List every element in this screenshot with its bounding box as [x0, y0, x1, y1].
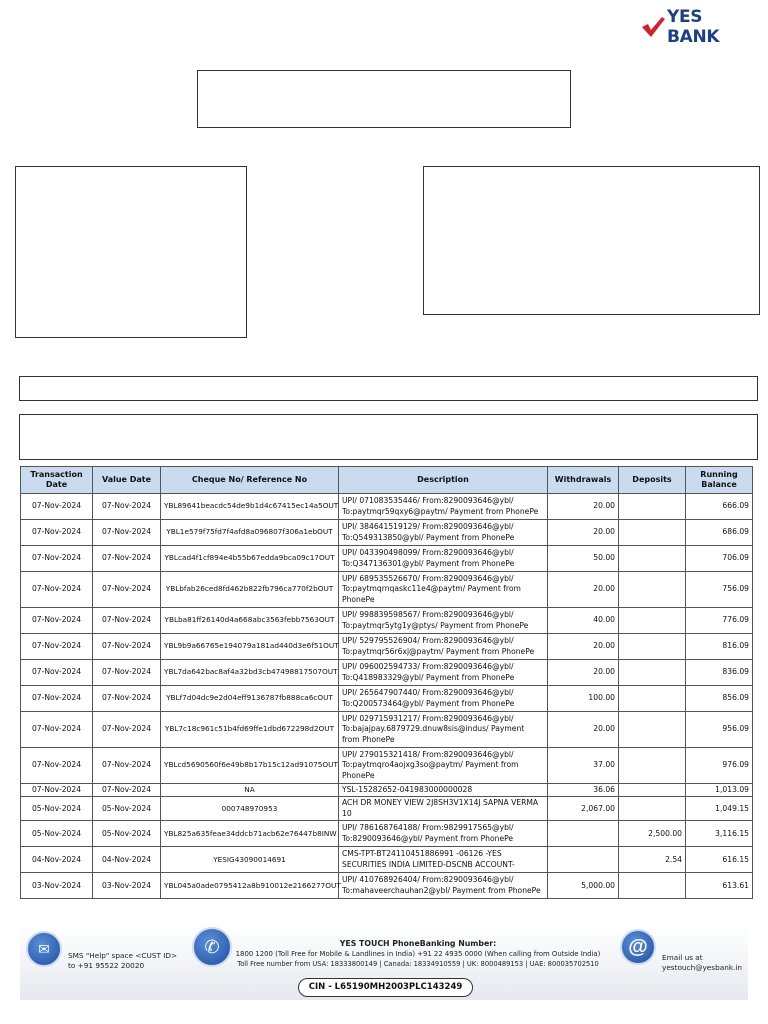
cell-description: ACH DR MONEY VIEW 2J8SH3V1X14J SAPNA VERMA 10 — [339, 797, 548, 821]
cell-value-date: 04-Nov-2024 — [93, 847, 161, 873]
col-header-value-date: Value Date — [93, 467, 161, 494]
table-row — [21, 546, 753, 572]
summary-box — [19, 414, 758, 460]
customer-details-box — [15, 166, 247, 338]
cell-description: UPI/ 786168764188/ From:9829917565@ybl/ To:8290093646@ybl/ Payment from PhonePe — [339, 821, 548, 847]
cell-transaction-date: 07-Nov-2024 — [21, 546, 93, 572]
table-row — [21, 494, 753, 520]
cell-balance: 776.09 — [686, 608, 753, 634]
phonebanking-line2: Toll Free number from USA: 18333800149 | Canada: 18334910559 | UK: 8000489153 | UAE: 800035702510 — [237, 960, 599, 968]
cell-description: UPI/ 998839598567/ From:8290093646@ybl/ To:paytmqr5ytg1y@ptys/ Payment from PhonePe — [339, 608, 548, 634]
cell-transaction-date: 03-Nov-2024 — [21, 873, 93, 899]
cell-deposit — [619, 608, 686, 634]
cell-withdrawal: 20.00 — [548, 712, 619, 748]
phone-icon: ✆ — [192, 927, 232, 967]
cell-deposit: 2,500.00 — [619, 821, 686, 847]
transactions-table — [20, 466, 753, 899]
cell-value-date: 07-Nov-2024 — [93, 494, 161, 520]
cell-description: UPI/ 029715931217/ From:8290093646@ybl/ To:bajajpay.6879729.dnuw8sis@indus/ Payment from PhonePe — [339, 712, 548, 748]
cell-balance: 616.15 — [686, 847, 753, 873]
cell-value-date: 07-Nov-2024 — [93, 660, 161, 686]
cell-deposit — [619, 572, 686, 608]
cell-balance: 613.61 — [686, 873, 753, 899]
cell-reference: YBL1e579f75fd7f4afd8a096807f306a1ebOUT — [161, 520, 339, 546]
cell-value-date: 05-Nov-2024 — [93, 821, 161, 847]
cell-reference: 000748970953 — [161, 797, 339, 821]
cell-withdrawal: 100.00 — [548, 686, 619, 712]
cell-description: CMS-TPT-BT24110451886991 -06126 -YES SECURITIES INDIA LIMITED-DSCNB ACCOUNT- — [339, 847, 548, 873]
cell-value-date: 07-Nov-2024 — [93, 520, 161, 546]
email-info — [662, 953, 742, 973]
cell-description: UPI/ 096002594733/ From:8290093646@ybl/ To:Q418983329@ybl/ Payment from PhonePe — [339, 660, 548, 686]
statement-period-strip — [19, 376, 758, 401]
cell-balance: 816.09 — [686, 634, 753, 660]
cell-balance: 666.09 — [686, 494, 753, 520]
cell-transaction-date: 07-Nov-2024 — [21, 494, 93, 520]
table-row — [21, 797, 753, 821]
statement-title-box — [197, 70, 571, 128]
col-header-transaction-date: Transaction Date — [21, 467, 93, 494]
cell-reference: YBL7c18c961c51b4fd69ffe1dbd672298d2OUT — [161, 712, 339, 748]
cell-withdrawal: 20.00 — [548, 494, 619, 520]
col-header-reference: Cheque No/ Reference No — [161, 467, 339, 494]
table-row — [21, 572, 753, 608]
cell-transaction-date: 07-Nov-2024 — [21, 748, 93, 784]
table-row — [21, 821, 753, 847]
cell-transaction-date: 07-Nov-2024 — [21, 660, 93, 686]
checkmark-icon — [640, 15, 666, 39]
cell-value-date: 07-Nov-2024 — [93, 748, 161, 784]
cell-value-date: 07-Nov-2024 — [93, 634, 161, 660]
cell-withdrawal: 36.06 — [548, 784, 619, 797]
cell-reference: YBLbfab26ced8fd462b822fb796ca770f2bOUT — [161, 572, 339, 608]
cell-deposit — [619, 660, 686, 686]
table-row — [21, 847, 753, 873]
cell-transaction-date: 07-Nov-2024 — [21, 686, 93, 712]
table-row — [21, 784, 753, 797]
cell-balance: 686.09 — [686, 520, 753, 546]
col-header-withdrawals: Withdrawals — [548, 467, 619, 494]
account-details-box — [423, 166, 760, 315]
table-row — [21, 634, 753, 660]
cell-reference: YESIG43090014691 — [161, 847, 339, 873]
cell-description: UPI/ 043390498099/ From:8290093646@ybl/ To:Q347136301@ybl/ Payment from PhonePe — [339, 546, 548, 572]
table-header-row — [21, 467, 753, 494]
cell-reference: YBL045a0ade0795412a8b910012e2166277OUT — [161, 873, 339, 899]
cell-withdrawal: 20.00 — [548, 520, 619, 546]
email-address[interactable]: yestouch@yesbank.in — [662, 963, 743, 972]
cell-description: UPI/ 529795526904/ From:8290093646@ybl/ To:paytmqr56r6xj@paytm/ Payment from PhonePe — [339, 634, 548, 660]
cell-withdrawal: 40.00 — [548, 608, 619, 634]
yes-bank-logo — [640, 7, 760, 47]
table-row — [21, 608, 753, 634]
cell-deposit — [619, 797, 686, 821]
cell-reference: YBLf7d04dc9e2d04eff9136787fb888ca6cOUT — [161, 686, 339, 712]
cell-deposit — [619, 634, 686, 660]
cell-withdrawal: 20.00 — [548, 572, 619, 608]
phonebanking-title: YES TOUCH PhoneBanking Number: — [339, 939, 497, 948]
cell-value-date: 07-Nov-2024 — [93, 608, 161, 634]
cell-value-date: 07-Nov-2024 — [93, 712, 161, 748]
cell-reference: YBLba81ff26140d4a668abc3563febb7563OUT — [161, 608, 339, 634]
cell-deposit — [619, 494, 686, 520]
cell-deposit — [619, 520, 686, 546]
cell-value-date: 07-Nov-2024 — [93, 686, 161, 712]
cell-reference: YBL7da642bac8af4a32bd3cb47498817507OUT — [161, 660, 339, 686]
cell-deposit — [619, 712, 686, 748]
cell-balance: 956.09 — [686, 712, 753, 748]
col-header-running-balance: Running Balance — [686, 467, 753, 494]
cell-transaction-date: 07-Nov-2024 — [21, 634, 93, 660]
phonebanking-line1: 1800 1200 (Toll Free for Mobile & Landlines in India) +91 22 4935 0000 (When calling from Outside India) — [235, 950, 601, 958]
cell-deposit — [619, 546, 686, 572]
cell-value-date: 03-Nov-2024 — [93, 873, 161, 899]
cell-deposit — [619, 784, 686, 797]
cell-transaction-date: 05-Nov-2024 — [21, 821, 93, 847]
cell-balance: 856.09 — [686, 686, 753, 712]
table-row — [21, 873, 753, 899]
phonebanking-info — [232, 939, 604, 969]
cell-withdrawal — [548, 847, 619, 873]
cin-number: CIN - L65190MH2003PLC143249 — [298, 978, 473, 997]
cell-reference: YBLcd5690560f6e49b8b17b15c12ad91075OUT — [161, 748, 339, 784]
cell-deposit — [619, 686, 686, 712]
table-row — [21, 712, 753, 748]
cell-description: UPI/ 689535526670/ From:8290093646@ybl/ To:paytmqrnqaskc11e4@paytm/ Payment from PhonePe — [339, 572, 548, 608]
cell-balance: 756.09 — [686, 572, 753, 608]
cell-balance: 1,013.09 — [686, 784, 753, 797]
col-header-description: Description — [339, 467, 548, 494]
cell-value-date: 07-Nov-2024 — [93, 784, 161, 797]
table-row — [21, 660, 753, 686]
cell-balance: 706.09 — [686, 546, 753, 572]
sms-phone-icon: ✉ — [26, 931, 62, 967]
cell-description: YSL-15282652-041983000000028 — [339, 784, 548, 797]
cell-reference: NA — [161, 784, 339, 797]
cell-transaction-date: 07-Nov-2024 — [21, 608, 93, 634]
cell-withdrawal: 20.00 — [548, 660, 619, 686]
email-at-icon: @ — [620, 929, 656, 965]
cell-value-date: 05-Nov-2024 — [93, 797, 161, 821]
cell-withdrawal: 37.00 — [548, 748, 619, 784]
cell-transaction-date: 04-Nov-2024 — [21, 847, 93, 873]
cell-transaction-date: 07-Nov-2024 — [21, 712, 93, 748]
cell-value-date: 07-Nov-2024 — [93, 572, 161, 608]
table-row — [21, 686, 753, 712]
cell-withdrawal: 20.00 — [548, 634, 619, 660]
cell-withdrawal: 2,067.00 — [548, 797, 619, 821]
cell-reference: YBLcad4f1cf894e4b55b67edda9bca09c17OUT — [161, 546, 339, 572]
cell-deposit — [619, 873, 686, 899]
cell-balance: 3,116.15 — [686, 821, 753, 847]
cell-description: UPI/ 265647907440/ From:8290093646@ybl/ To:Q200573464@ybl/ Payment from PhonePe — [339, 686, 548, 712]
cell-balance: 836.09 — [686, 660, 753, 686]
email-label: Email us at — [662, 953, 703, 962]
cell-transaction-date: 07-Nov-2024 — [21, 572, 93, 608]
cell-balance: 976.09 — [686, 748, 753, 784]
cell-transaction-date: 05-Nov-2024 — [21, 797, 93, 821]
cell-value-date: 07-Nov-2024 — [93, 546, 161, 572]
cell-reference: YBL89641beacdc54de9b1d4c67415ec14a5OUT — [161, 494, 339, 520]
col-header-deposits: Deposits — [619, 467, 686, 494]
cell-description: UPI/ 410768926404/ From:8290093646@ybl/ To:mahaveerchauhan2@ybl/ Payment from PhonePe — [339, 873, 548, 899]
cell-description: UPI/ 384641519129/ From:8290093646@ybl/ To:Q549313850@ybl/ Payment from PhonePe — [339, 520, 548, 546]
cell-withdrawal: 5,000.00 — [548, 873, 619, 899]
cell-deposit — [619, 748, 686, 784]
cell-description: UPI/ 071083535446/ From:8290093646@ybl/ To:paytmqr59qxy6@paytm/ Payment from PhonePe — [339, 494, 548, 520]
cell-reference: YBL9b9a66765e194079a181ad440d3e6f51OUT — [161, 634, 339, 660]
cell-description: UPI/ 279015321418/ From:8290093646@ybl/ To:paytmqro4aojxg3so@paytm/ Payment from PhonePe — [339, 748, 548, 784]
cell-transaction-date: 07-Nov-2024 — [21, 520, 93, 546]
table-row — [21, 748, 753, 784]
cell-withdrawal: 50.00 — [548, 546, 619, 572]
sms-help-text: SMS "Help" space <CUST ID> to +91 95522 20020 — [68, 951, 178, 970]
cell-deposit: 2.54 — [619, 847, 686, 873]
cell-balance: 1,049.15 — [686, 797, 753, 821]
cell-reference: YBL825a635feae34ddcb71acb62e76447b8INW — [161, 821, 339, 847]
brand-name: YES BANK — [666, 7, 720, 47]
table-row — [21, 520, 753, 546]
cell-transaction-date: 07-Nov-2024 — [21, 784, 93, 797]
cell-withdrawal — [548, 821, 619, 847]
